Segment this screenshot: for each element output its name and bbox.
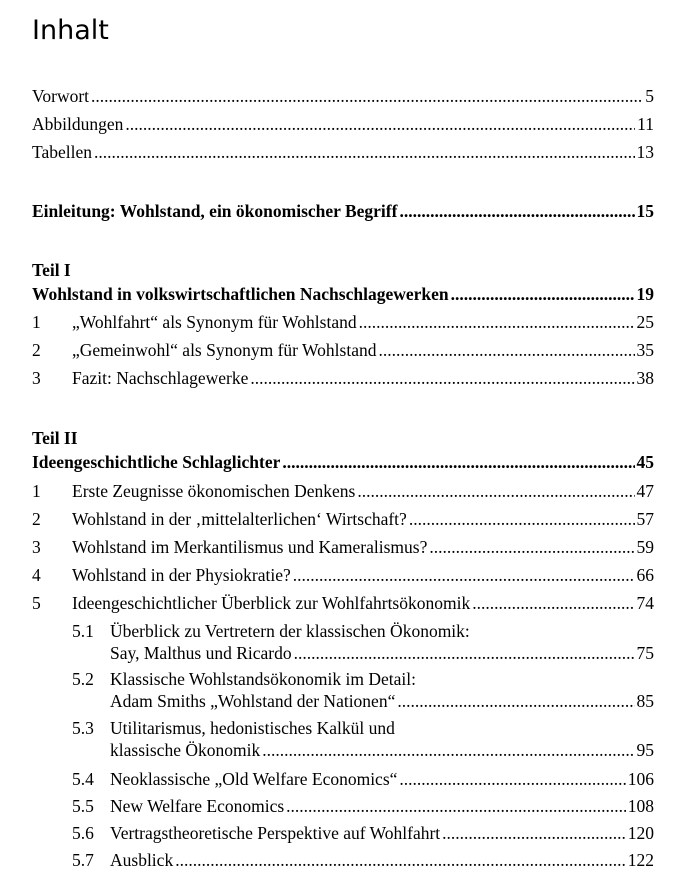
page-number: 108 <box>627 796 654 816</box>
dot-leader <box>175 848 626 872</box>
toc-entry-text-line1: Utilitarismus, hedonistisches Kalkül und <box>110 718 395 738</box>
chapter-number: 2 <box>32 509 41 529</box>
toc-entry-text: Wohlstand in der ‚mittelalterlichen‘ Wirtschaft? <box>72 509 407 529</box>
dot-leader <box>397 689 634 713</box>
toc-entry-text: „Gemeinwohl“ als Synonym für Wohlstand <box>72 340 377 360</box>
toc-entry-text-line1: Überblick zu Vertretern der klassischen Ökonomik: <box>110 621 470 641</box>
toc-entry-text: Neoklassische „Old Welfare Economics“ <box>110 769 398 789</box>
dot-leader <box>250 366 634 390</box>
dot-leader <box>472 591 634 615</box>
dot-leader <box>262 738 634 762</box>
toc-entry-tabellen[interactable] <box>32 140 654 164</box>
section-number: 5.1 <box>72 621 94 641</box>
page-number: 25 <box>636 312 654 332</box>
toc-entry-section[interactable] <box>32 848 654 872</box>
toc-entry-text: Wohlstand in volkswirtschaftlichen Nachschlagewerken <box>32 284 449 304</box>
dot-leader <box>94 140 635 164</box>
page-number: 38 <box>636 368 654 388</box>
chapter-number: 4 <box>32 565 41 585</box>
dot-leader <box>294 641 635 665</box>
toc-entry-part-1[interactable] <box>32 282 654 306</box>
toc-entry-abbildungen[interactable] <box>32 112 654 136</box>
dot-leader <box>357 479 634 503</box>
page-number: 5 <box>645 86 654 106</box>
dot-leader <box>378 338 634 362</box>
toc-entry-text-line1: Klassische Wohlstandsökonomik im Detail: <box>110 669 416 689</box>
toc-entry-part-2[interactable] <box>32 450 654 474</box>
toc-entry-section[interactable] <box>32 794 654 818</box>
toc-entry-chapter[interactable] <box>32 507 654 531</box>
dot-leader <box>91 84 643 108</box>
toc-entry-text: „Wohlfahrt“ als Synonym für Wohlstand <box>72 312 357 332</box>
page-number: 74 <box>636 593 654 613</box>
page-number: 85 <box>636 691 654 711</box>
toc-entry-vorwort[interactable] <box>32 84 654 108</box>
page-number: 13 <box>636 142 654 162</box>
dot-leader <box>293 563 635 587</box>
toc-entry-chapter[interactable] <box>32 591 654 615</box>
page-number: 45 <box>636 452 654 472</box>
dot-leader <box>359 310 635 334</box>
toc-entry-chapter[interactable] <box>32 366 654 390</box>
toc-entry-einleitung[interactable] <box>32 199 654 223</box>
toc-entry-section[interactable] <box>32 619 654 663</box>
toc-entry-text: Fazit: Nachschlagewerke <box>72 368 249 388</box>
chapter-number: 2 <box>32 340 41 360</box>
part-label: Teil II <box>32 428 78 448</box>
section-number: 5.3 <box>72 718 94 738</box>
section-number: 5.2 <box>72 669 94 689</box>
toc-entry-section[interactable] <box>32 821 654 845</box>
page-number: 106 <box>627 769 654 789</box>
toc-entry-text: klassische Ökonomik <box>110 740 261 760</box>
page-title: Inhalt <box>32 15 109 46</box>
section-number: 5.5 <box>72 796 94 816</box>
toc-entry-section[interactable] <box>32 667 654 711</box>
toc-entry-text: Vertragstheoretische Perspektive auf Wohlfahrt <box>110 823 441 843</box>
page-number: 66 <box>636 565 654 585</box>
page-number: 120 <box>627 823 654 843</box>
dot-leader <box>286 794 626 818</box>
section-number: 5.6 <box>72 823 94 843</box>
toc-entry-text: Vorwort <box>32 86 90 106</box>
page-number: 122 <box>627 850 654 870</box>
toc-entry-text: Wohlstand in der Physiokratie? <box>72 565 291 585</box>
chapter-number: 1 <box>32 312 41 332</box>
dot-leader <box>451 282 635 306</box>
toc-entry-text: Adam Smiths „Wohlstand der Nationen“ <box>110 691 396 711</box>
page-number: 95 <box>636 740 654 760</box>
toc-entry-text: Say, Malthus und Ricardo <box>110 643 292 663</box>
toc-entry-text: Ideengeschichtlicher Überblick zur Wohlfahrtsökonomik <box>72 593 471 613</box>
dot-leader <box>442 821 626 845</box>
toc-entry-chapter[interactable] <box>32 479 654 503</box>
toc-entry-section[interactable] <box>32 767 654 791</box>
toc-entry-text: Abbildungen <box>32 114 124 134</box>
toc-entry-text: Ausblick <box>110 850 174 870</box>
part-label: Teil I <box>32 260 71 280</box>
page-number: 47 <box>636 481 654 501</box>
toc-entry-text: Ideengeschichtliche Schlaglichter <box>32 452 281 472</box>
toc-entry-chapter[interactable] <box>32 310 654 334</box>
chapter-number: 3 <box>32 368 41 388</box>
dot-leader <box>429 535 634 559</box>
section-number: 5.4 <box>72 769 94 789</box>
toc-entry-text: Wohlstand im Merkantilismus und Kameralismus? <box>72 537 428 557</box>
toc-entry-chapter[interactable] <box>32 535 654 559</box>
toc-entry-section[interactable] <box>32 716 654 760</box>
section-number: 5.7 <box>72 850 94 870</box>
dot-leader <box>125 112 635 136</box>
chapter-number: 3 <box>32 537 41 557</box>
toc-entry-text: Erste Zeugnisse ökonomischen Denkens <box>72 481 356 501</box>
toc-entry-text: Tabellen <box>32 142 92 162</box>
chapter-number: 1 <box>32 481 41 501</box>
page-number: 35 <box>636 340 654 360</box>
page-number: 19 <box>636 284 654 304</box>
chapter-number: 5 <box>32 593 41 613</box>
dot-leader <box>399 199 634 223</box>
dot-leader <box>282 450 634 474</box>
page-number: 75 <box>636 643 654 663</box>
toc-entry-text: Einleitung: Wohlstand, ein ökonomischer Begriff <box>32 201 398 221</box>
dot-leader <box>409 507 635 531</box>
page-number: 57 <box>636 509 654 529</box>
page-number: 59 <box>636 537 654 557</box>
page-number: 11 <box>637 114 654 134</box>
dot-leader <box>399 767 625 791</box>
toc-entry-chapter[interactable] <box>32 563 654 587</box>
toc-entry-text: New Welfare Economics <box>110 796 285 816</box>
page-number: 15 <box>636 201 654 221</box>
toc-entry-chapter[interactable] <box>32 338 654 362</box>
